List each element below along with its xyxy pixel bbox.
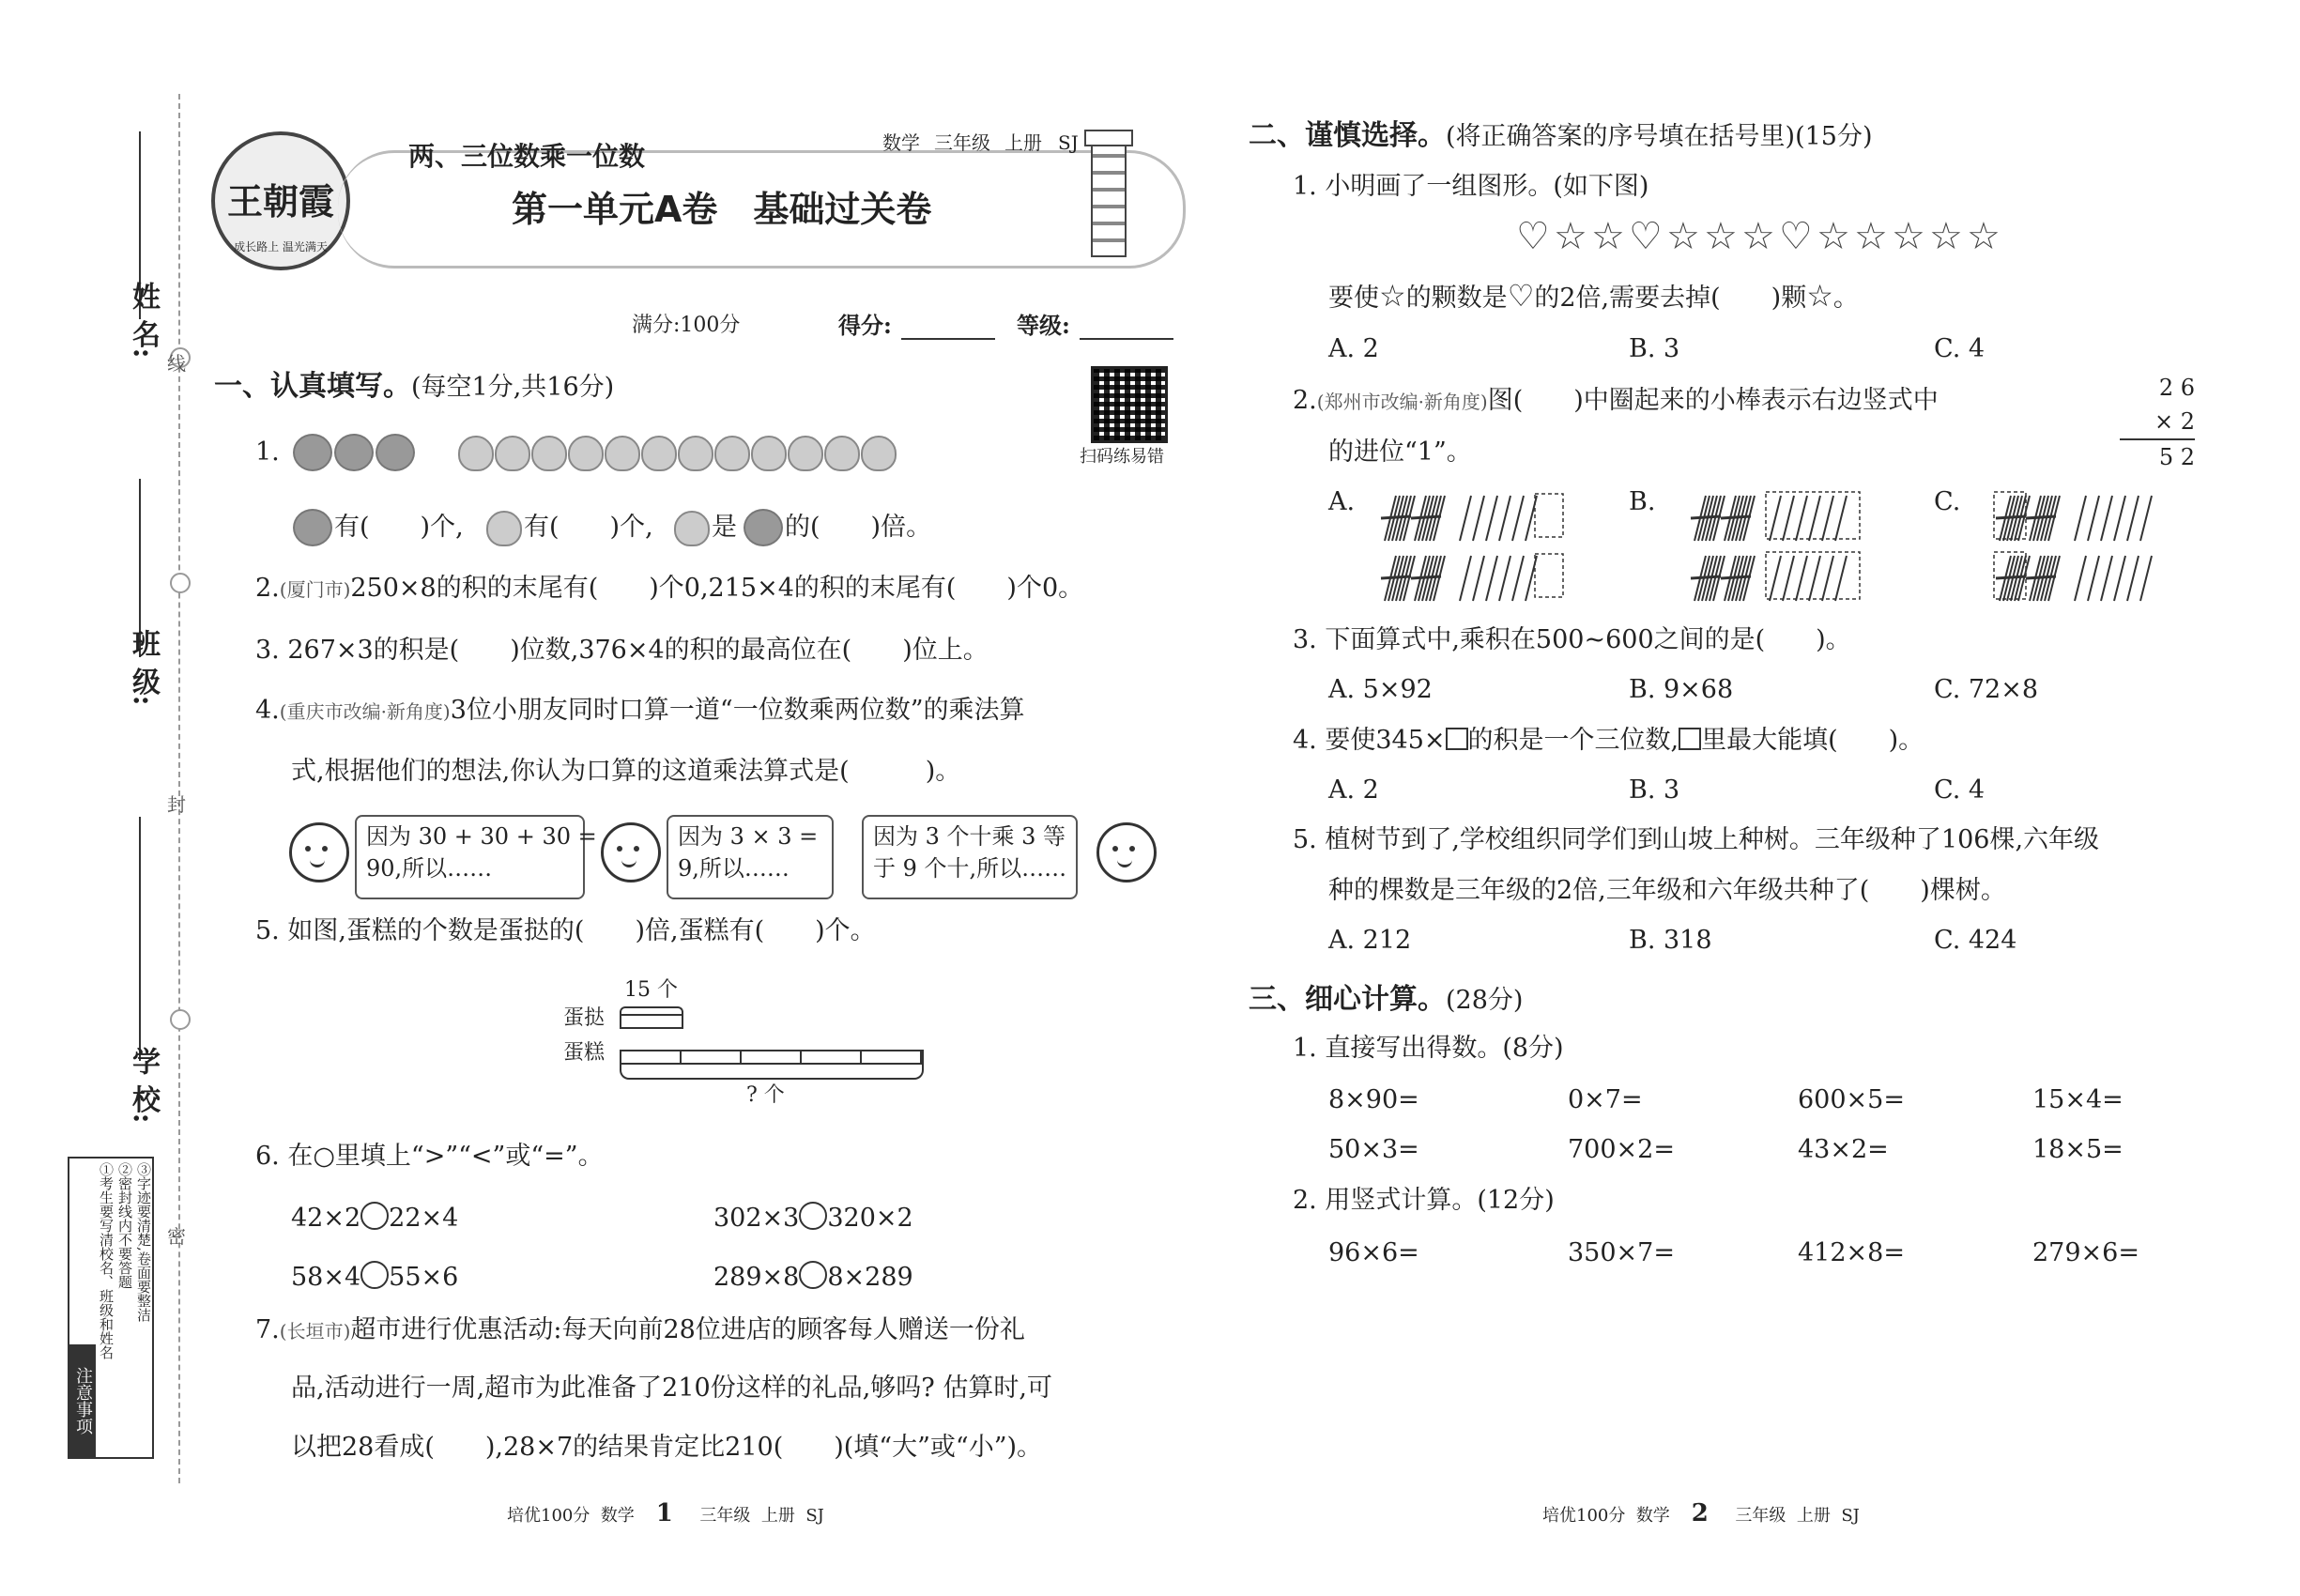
s2-q4-option-b[interactable]: B. 3 — [1629, 775, 1680, 805]
s2-q1-option-a[interactable]: A. 2 — [1328, 334, 1379, 363]
s1-q1-text-b: 有( )个, — [524, 513, 653, 542]
compare-item — [291, 1261, 458, 1294]
apple-icon — [293, 509, 332, 546]
s2-q1-option-c[interactable]: C. 4 — [1934, 334, 1986, 363]
calc-item: 600×5= — [1798, 1085, 1905, 1114]
school-label: 学 校: — [127, 1047, 160, 1124]
qr-caption: 扫码练易错 — [1080, 447, 1164, 467]
bubble-text: 90,所以…… — [366, 855, 493, 882]
peach-icon — [458, 436, 494, 471]
s1-q5: 5. 如图,蛋糕的个数是蛋挞的( )倍,蛋糕有( )个。 — [255, 916, 876, 945]
footer-text: 培优100分 — [507, 1506, 590, 1526]
s1-q7-tag: (长垣市) — [279, 1320, 351, 1343]
speech-bubble — [355, 815, 597, 899]
vertical-row: 2 6 — [2158, 375, 2195, 401]
meta-term: 上册 — [1004, 131, 1042, 154]
brand-sub: 成长路上 温光满天 — [234, 240, 328, 253]
s2-q5-option-a[interactable]: A. 212 — [1328, 926, 1412, 955]
compare-right: 320×2 — [827, 1204, 913, 1233]
cut-char: 线 — [167, 352, 186, 375]
s1-q4-number: 4. — [255, 696, 280, 725]
compare-item — [713, 1202, 913, 1235]
sticks-figure-a — [1375, 488, 1619, 614]
star-icon: ☆ — [1806, 278, 1833, 314]
notice-item: ③字迹要清楚,卷面要整洁 — [135, 1162, 152, 1322]
peach-icon — [495, 436, 530, 471]
s2-q3-option-b[interactable]: B. 9×68 — [1629, 675, 1734, 704]
compare-right: 55×6 — [389, 1263, 459, 1292]
full-score: 满分:100分 — [632, 314, 741, 337]
star-icon: ☆ — [1554, 215, 1587, 258]
child-avatar — [1096, 822, 1157, 882]
child-avatar — [601, 822, 661, 882]
footer-text: 培优100分 — [1542, 1506, 1626, 1526]
footer-text: 上册 — [1796, 1506, 1831, 1526]
notice-item: ②密封线内不要答题 — [116, 1162, 133, 1289]
s3-q1: 1. 直接写出得数。(8分) — [1293, 1034, 1564, 1063]
sticks-drawing — [1990, 488, 2234, 610]
cake-total-label: ? 个 — [746, 1083, 785, 1107]
s2-q1-question — [1328, 280, 1859, 315]
cake-brace — [620, 1065, 924, 1080]
s1-q1-text-a: 有( )个, — [334, 513, 464, 542]
binding-hole — [170, 573, 191, 593]
section3-title: 三、细心计算。 — [1249, 983, 1446, 1016]
s1-q1-number: 1. — [255, 437, 280, 467]
s1-q6: 6. 在○里填上“>”“<”或“=”。 — [255, 1142, 604, 1171]
compare-left: 42×2 — [291, 1204, 361, 1233]
s2-q2-option-b[interactable]: B. — [1629, 487, 1656, 516]
score-field[interactable] — [901, 338, 995, 340]
s1-q2-number: 2. — [255, 574, 280, 603]
calc-item: 18×5= — [2032, 1135, 2124, 1164]
vertical-row: 5 2 — [2158, 444, 2195, 470]
s2-q2-line1 — [1293, 385, 1939, 418]
peach-icon — [861, 436, 897, 471]
qr-code[interactable] — [1091, 366, 1168, 443]
s1-q1-text-d: 的( )倍。 — [785, 513, 932, 542]
section2-heading — [1249, 120, 1873, 153]
brand-logo — [211, 131, 350, 270]
s2-q2-text: 图( )中圈起来的小棒表示右边竖式中 — [1487, 386, 1939, 415]
s1-q7-line3: 以把28看成( ),28×7的结果肯定比210( )(填“大”或“小”)。 — [291, 1433, 1043, 1462]
s2-q2-tag: (郑州市改编·新角度) — [1316, 391, 1488, 413]
s2-q4-text: 里最大能填( )。 — [1701, 726, 1924, 755]
sticks-figure-c — [1990, 488, 2234, 614]
section1-note: (每空1分,共16分) — [411, 373, 615, 402]
school-field-line[interactable] — [139, 817, 141, 1061]
s3-q2: 2. 用竖式计算。(12分) — [1293, 1186, 1555, 1215]
calc-item: 8×90= — [1328, 1085, 1419, 1114]
s1-q7-text: 超市进行优惠活动:每天向前28位进店的顾客每人赠送一份礼 — [350, 1315, 1025, 1344]
tart-bar — [620, 1014, 683, 1029]
section1-heading — [214, 371, 614, 404]
child-avatar — [289, 822, 349, 882]
s1-q7-line2: 品,活动进行一周,超市为此准备了210份这样的礼品,够吗? 估算时,可 — [291, 1373, 1052, 1403]
compare-left: 58×4 — [291, 1263, 361, 1292]
cut-char: 封 — [167, 793, 186, 816]
vertical-calc-item: 279×6= — [2032, 1238, 2139, 1267]
notice-box — [68, 1157, 154, 1459]
compare-circle[interactable] — [360, 1202, 389, 1230]
star-icon: ☆ — [1854, 215, 1888, 258]
tart-total-label: 15 个 — [624, 978, 678, 1002]
s2-q4-option-a[interactable]: A. 2 — [1328, 775, 1379, 805]
class-label: 班 级: — [127, 629, 160, 706]
star-icon: ☆ — [1704, 215, 1738, 258]
footer-text: 数学 — [600, 1506, 635, 1526]
cake-bar — [620, 1050, 924, 1065]
peach-icon — [824, 436, 860, 471]
cake-row-label: 蛋糕 — [563, 1041, 606, 1065]
peach-icon — [605, 436, 640, 471]
vertical-calc-item: 350×7= — [1568, 1238, 1675, 1267]
s2-q4-option-c[interactable]: C. 4 — [1934, 775, 1986, 805]
heart-icon: ♡ — [1629, 215, 1663, 258]
page-title: 第一单元A卷 基础过关卷 — [512, 189, 932, 230]
notice-title: 注意事项 — [69, 1344, 96, 1457]
star-icon: ☆ — [1591, 215, 1625, 258]
bubble-text: 因为 3 个十乘 3 等 — [873, 823, 1066, 850]
s2-q2-option-a[interactable]: A. — [1328, 487, 1356, 516]
heart-icon: ♡ — [1507, 278, 1535, 314]
blank-square[interactable] — [1679, 728, 1701, 750]
footer-left — [507, 1497, 824, 1532]
notice-item: ①考生要写清校名、班级和姓名 — [98, 1162, 115, 1359]
peach-icon — [531, 436, 567, 471]
speech-bubble — [862, 815, 1078, 899]
apple-icon — [293, 434, 332, 471]
heart-icon: ♡ — [1516, 215, 1550, 258]
s2-q4-text: 4. 要使345× — [1293, 726, 1446, 755]
s1-q4-text: 3位小朋友同时口算一道“一位数乘两位数”的乘法算 — [450, 696, 1025, 725]
s2-q2-line2: 的进位“1”。 — [1328, 437, 1472, 467]
s2-q2-option-c[interactable]: C. — [1934, 487, 1961, 516]
s2-q1-text: 的2倍,需要去掉( )颗 — [1534, 284, 1807, 313]
s1-q4-line2: 式,根据他们的想法,你认为口算的这道乘法算式是( )。 — [291, 757, 961, 786]
footer-text: SJ — [1841, 1506, 1860, 1526]
peach-row — [458, 432, 895, 473]
vertical-calc-item: 96×6= — [1328, 1238, 1419, 1267]
s2-q2-number: 2. — [1293, 386, 1317, 415]
bubble-text: 于 9 个十,所以…… — [873, 855, 1067, 882]
grade-label: 等级: — [1017, 312, 1070, 339]
peach-icon — [788, 436, 823, 471]
bubble-text: 因为 30 + 30 + 30 = — [366, 823, 597, 850]
sticks-drawing — [1685, 488, 1929, 610]
s2-q1-text: 。 — [1832, 284, 1859, 313]
section3-heading — [1249, 984, 1523, 1017]
tart-row-label: 蛋挞 — [563, 1006, 606, 1030]
footer-right — [1542, 1497, 1860, 1532]
compare-left: 289×8 — [713, 1263, 800, 1292]
s2-q3-option-c[interactable]: C. 72×8 — [1934, 675, 2039, 704]
apple-icon — [334, 434, 374, 471]
s1-q2-text: 250×8的积的末尾有( )个0,215×4的积的末尾有( )个0。 — [350, 574, 1084, 603]
star-icon: ☆ — [1379, 278, 1406, 314]
vertical-row: × 2 — [2120, 405, 2195, 440]
meta-edition: SJ — [1058, 131, 1079, 154]
compare-circle[interactable] — [799, 1261, 827, 1289]
star-icon: ☆ — [1741, 215, 1775, 258]
star-icon: ☆ — [1817, 215, 1850, 258]
compare-right: 22×4 — [389, 1204, 459, 1233]
section1-title: 一、认真填写。 — [214, 370, 411, 403]
binding-hole — [170, 1009, 191, 1030]
s2-q5-option-c[interactable]: C. 424 — [1934, 926, 2017, 955]
star-icon: ☆ — [1892, 215, 1925, 258]
s1-q4-tag: (重庆市改编·新角度) — [279, 700, 451, 723]
s2-q4 — [1293, 725, 1924, 757]
name-label: 姓 名: — [127, 282, 160, 359]
sticks-figure-b — [1685, 488, 1929, 614]
s2-q1-option-b[interactable]: B. 3 — [1629, 334, 1680, 363]
s2-q1: 1. 小明画了一组图形。(如下图) — [1293, 172, 1649, 201]
peach-icon — [751, 436, 787, 471]
blank-square[interactable] — [1446, 728, 1468, 750]
s2-q1-text: 要使 — [1328, 284, 1379, 313]
s1-q2-tag: (厦门市) — [279, 578, 351, 601]
peach-icon — [486, 511, 522, 546]
grade-field[interactable] — [1080, 338, 1173, 340]
footer-text: 上册 — [760, 1506, 795, 1526]
calc-item: 15×4= — [2032, 1085, 2124, 1114]
star-icon: ☆ — [1929, 215, 1963, 258]
s1-q3: 3. 267×3的积是( )位数,376×4的积的最高位在( )位上。 — [255, 636, 989, 665]
compare-circle[interactable] — [799, 1202, 827, 1230]
brand-name: 王朝霞 — [226, 180, 334, 223]
page-number: 1 — [655, 1499, 673, 1527]
s2-q4-text: 的积是一个三位数, — [1467, 726, 1679, 755]
section3-note: (28分) — [1446, 986, 1524, 1015]
apple-icon — [744, 509, 783, 546]
footer-text: 数学 — [1635, 1506, 1670, 1526]
s2-q3-option-a[interactable]: A. 5×92 — [1328, 675, 1433, 704]
score-label: 得分: — [838, 312, 892, 339]
footer-text: 三年级 — [699, 1506, 751, 1526]
compare-left: 302×3 — [713, 1204, 800, 1233]
compare-right: 8×289 — [827, 1263, 913, 1292]
s2-q5-option-b[interactable]: B. 318 — [1629, 926, 1712, 955]
calc-item: 50×3= — [1328, 1135, 1419, 1164]
lighthouse-icon — [1091, 141, 1127, 257]
unit-topic: 两、三位数乘一位数 — [408, 141, 646, 172]
meta-subject: 数学 — [882, 131, 920, 154]
s2-q5-line2: 种的棵数是三年级的2倍,三年级和六年级共种了( )棵树。 — [1328, 876, 2006, 905]
s1-q7-number: 7. — [255, 1315, 280, 1344]
apple-icon — [376, 434, 415, 471]
star-icon: ☆ — [1967, 215, 2001, 258]
speech-bubble — [667, 815, 834, 899]
vertical-calc — [2120, 371, 2195, 474]
meta-grade: 三年级 — [934, 131, 990, 154]
footer-text: SJ — [805, 1506, 824, 1526]
peach-icon — [674, 511, 710, 546]
peach-icon — [678, 436, 713, 471]
calc-item: 700×2= — [1568, 1135, 1675, 1164]
s1-q4-line1 — [255, 695, 1025, 728]
bubble-text: 9,所以…… — [678, 855, 790, 882]
peach-icon — [568, 436, 604, 471]
s2-q1-text: 的颗数是 — [1405, 284, 1508, 313]
lighthouse-top — [1084, 130, 1133, 146]
s2-q3: 3. 下面算式中,乘积在500~600之间的是( )。 — [1293, 625, 1851, 654]
vertical-calc-item: 412×8= — [1798, 1238, 1905, 1267]
page-number: 2 — [1691, 1499, 1709, 1527]
cut-char: 密 — [167, 1225, 186, 1248]
star-icon: ☆ — [1666, 215, 1700, 258]
s2-q5-line1: 5. 植树节到了,学校组织同学们到山坡上种树。三年级种了106棵,六年级 — [1293, 825, 2100, 854]
section2-note: (将正确答案的序号填在括号里)(15分) — [1446, 122, 1873, 151]
compare-item — [713, 1261, 913, 1294]
peach-icon — [641, 436, 677, 471]
heart-icon: ♡ — [1779, 215, 1813, 258]
calc-item: 0×7= — [1568, 1085, 1643, 1114]
s1-q1-text-c: 是 — [712, 513, 737, 542]
compare-item — [291, 1202, 458, 1235]
footer-text: 三年级 — [1735, 1506, 1786, 1526]
section2-title: 二、谨慎选择。 — [1249, 119, 1446, 152]
compare-circle[interactable] — [360, 1261, 389, 1289]
calc-item: 43×2= — [1798, 1135, 1889, 1164]
s1-q2 — [255, 573, 1083, 606]
bubble-text: 因为 3 × 3 = — [678, 823, 819, 850]
peach-icon — [714, 436, 750, 471]
sticks-drawing — [1375, 488, 1619, 610]
s1-q7-line1 — [255, 1314, 1025, 1347]
